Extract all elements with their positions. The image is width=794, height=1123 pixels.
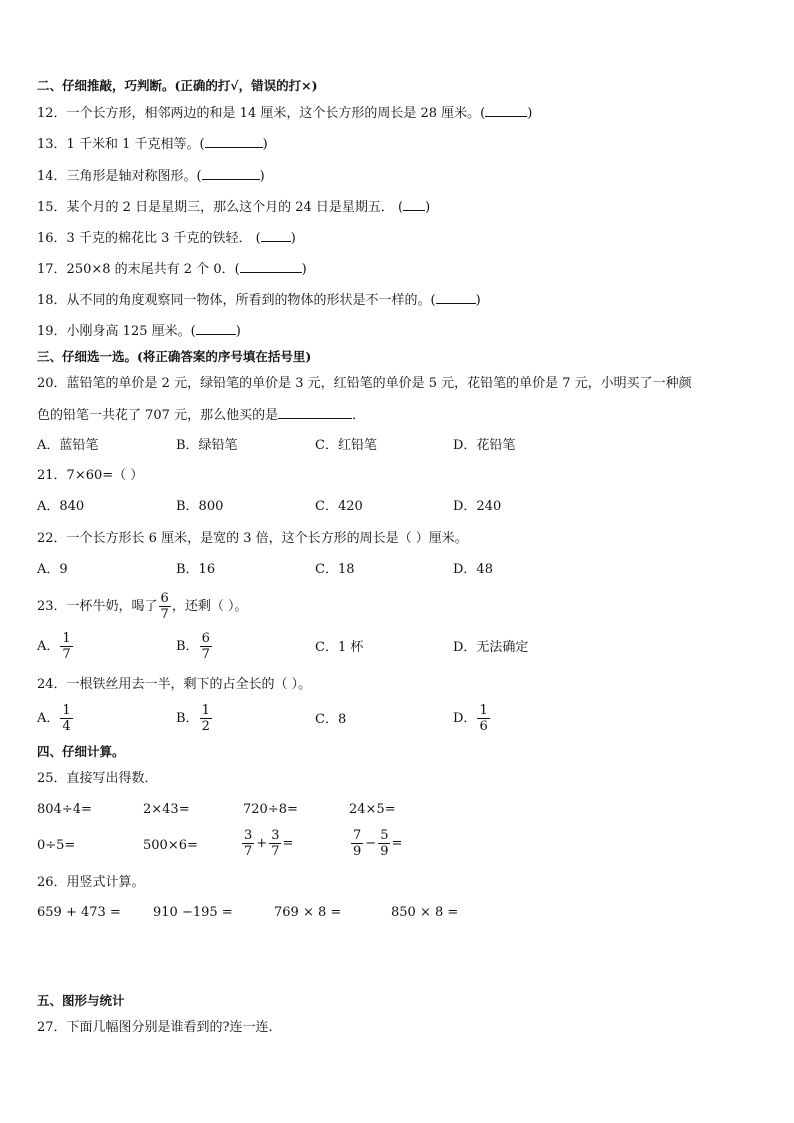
q23-fraction: $\frac{6}{7}$ [160, 591, 169, 622]
answer-blank-16[interactable] [261, 229, 291, 242]
vertical-calc-850-times-8: 850 × 8 = [391, 905, 459, 920]
calc-804-div-4: 804÷4= [37, 802, 92, 817]
question-22: 22．一个长方形长 6 厘米，是宽的 3 倍，这个长方形的周长是（ ）厘米。 [37, 531, 468, 546]
answer-blank-14[interactable] [202, 167, 260, 180]
question-20-line2: 色的铅笔一共花了 707 元，那么他买的是 ． [37, 408, 366, 423]
question-18: 18．从不同的角度观察同一物体，所看到的物体的形状是不一样的。( ) [37, 293, 481, 308]
q20-option-a[interactable]: A．蓝铅笔 [37, 438, 99, 453]
q21-option-b[interactable]: B．800 [176, 499, 224, 514]
question-24: 24．一根铁丝用去一半，剩下的占全长的（ ）。 [37, 677, 312, 692]
q23-option-d[interactable]: D．无法确定 [453, 640, 529, 655]
calc-720-div-8: 720÷8= [243, 802, 298, 817]
question-26-title: 26．用竖式计算。 [37, 875, 145, 890]
section-4-title: 四、仔细计算。 [37, 744, 125, 759]
question-21: 21．7×60=（ ） [37, 468, 144, 483]
q24-option-d[interactable]: D． $\frac{1}{6}$ [453, 703, 488, 734]
q21-option-d[interactable]: D．240 [453, 499, 502, 514]
answer-blank-17[interactable] [240, 260, 302, 273]
q20-option-b[interactable]: B．绿铅笔 [176, 438, 238, 453]
calc-fraction-subtract: $\frac{7}{9}$ − $\frac{5}{9}$ = [353, 828, 403, 859]
question-27: 27．下面几幅图分别是谁看到的?连一连. [37, 1020, 273, 1035]
calc-0-div-5: 0÷5= [37, 838, 76, 853]
section-2-title: 二、仔细推敲，巧判断。(正确的打√，错误的打×) [37, 78, 318, 93]
vertical-calc-659-plus-473: 659 + 473 = [37, 905, 121, 920]
answer-blank-12[interactable] [485, 104, 527, 117]
q24-option-b[interactable]: B． $\frac{1}{2}$ [176, 703, 210, 734]
answer-blank-18[interactable] [436, 291, 476, 304]
question-16: 16．3 千克的棉花比 3 千克的铁轻． ( ) [37, 231, 296, 246]
question-14: 14．三角形是轴对称图形。( ) [37, 169, 265, 184]
answer-blank-13[interactable] [205, 135, 263, 148]
q22-option-c[interactable]: C．18 [315, 562, 355, 577]
vertical-calc-769-times-8: 769 × 8 = [274, 905, 342, 920]
q22-option-a[interactable]: A．9 [37, 562, 68, 577]
q24-option-a[interactable]: A． $\frac{1}{4}$ [37, 703, 71, 734]
calc-24-times-5: 24×5= [349, 802, 396, 817]
q22-option-d[interactable]: D．48 [453, 562, 493, 577]
section-3-title: 三、仔细选一选。(将正确答案的序号填在括号里) [37, 349, 312, 364]
question-13: 13．1 千米和 1 千克相等。( ) [37, 137, 268, 152]
q21-option-a[interactable]: A．840 [37, 499, 85, 514]
question-25-title: 25．直接写出得数． [37, 771, 158, 786]
question-15: 15．某个月的 2 日是星期三，那么这个月的 24 日是星期五． ( ) [37, 200, 431, 215]
question-12: 12．一个长方形，相邻两边的和是 14 厘米，这个长方形的周长是 28 厘米。( ) [37, 106, 533, 121]
vertical-calc-910-minus-195: 910 −195 = [153, 905, 233, 920]
q20-option-d[interactable]: D．花铅笔 [453, 438, 516, 453]
calc-fraction-add: $\frac{3}{7}$ + $\frac{3}{7}$ = [244, 828, 294, 859]
q23-option-a[interactable]: A． $\frac{1}{7}$ [37, 631, 71, 662]
calc-500-times-6: 500×6= [143, 838, 198, 853]
calc-2-times-43: 2×43= [143, 802, 190, 817]
question-19: 19．小刚身高 125 厘米。( ) [37, 324, 241, 339]
q23-option-c[interactable]: C．1 杯 [315, 640, 364, 655]
q21-option-c[interactable]: C．420 [315, 499, 363, 514]
q24-option-c[interactable]: C．8 [315, 712, 347, 727]
question-23: 23．一杯牛奶，喝了 $\frac{6}{7}$ ，还剩（ ）。 [37, 591, 248, 622]
q23-option-b[interactable]: B． $\frac{6}{7}$ [176, 631, 210, 662]
answer-blank-15[interactable] [403, 198, 425, 211]
question-20-line1: 20．蓝铅笔的单价是 2 元，绿铅笔的单价是 3 元，红铅笔的单价是 5 元，花铅笔的单价是 7 元，小明买了一种颜 [37, 376, 692, 391]
section-5-title: 五、图形与统计 [37, 993, 125, 1008]
answer-blank-19[interactable] [196, 322, 236, 335]
answer-blank-20[interactable] [278, 406, 352, 419]
q20-option-c[interactable]: C．红铅笔 [315, 438, 377, 453]
q22-option-b[interactable]: B．16 [176, 562, 216, 577]
question-17: 17．250×8 的末尾共有 2 个 0．( ) [37, 262, 307, 277]
